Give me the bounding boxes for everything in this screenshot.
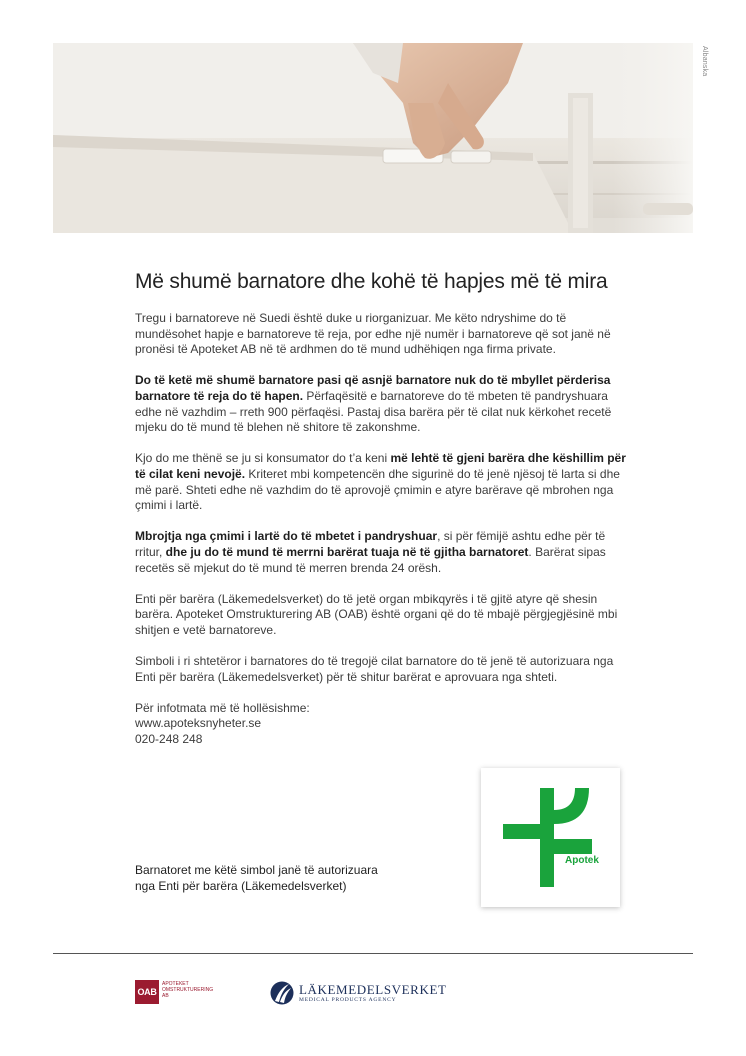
website-link[interactable]: www.apoteksnyheter.se [135, 716, 262, 731]
oab-line: OMSTRUKTURERING [162, 987, 214, 993]
oab-logo [135, 980, 213, 1004]
paragraph [135, 592, 635, 639]
lakemedelsverket-text [299, 983, 447, 1003]
page-title: Më shumë barnatore dhe kohë të hapjes më të mira [135, 270, 608, 293]
text-run: Enti për barëra (Läkemedelsverket) do të jetë organ mbikqyrës i të gjitë atyre që shesin barëra. Apoteket Omstrukturering AB (OAB) është organi që do të mbajë përgjegjësinë mbi shitjen e vetë barnatoreve. [135, 591, 618, 637]
oab-line: AB [162, 993, 169, 999]
text-run-bold: Do të ketë më shumë barnatore pasi që asnjë barnatore nuk do të mbyllet përderisa barnatore të reja do të hapen. [135, 373, 611, 403]
paragraph [135, 529, 635, 576]
hero-photo [53, 43, 693, 233]
oab-logo-text [162, 980, 213, 999]
logo-caption-line: Barnatoret me këtë simbol janë të autorizuara [135, 863, 378, 877]
apotek-cross-icon [481, 768, 620, 907]
contact-info [135, 701, 635, 748]
drawer-hand-illustration [53, 43, 693, 233]
oab-line: APOTEKET [162, 981, 189, 987]
text-run-bold: më lehtë të gjeni barëra dhe këshillim për të cilat keni nevojë. [135, 451, 626, 481]
text-run: Përfaqësitë e barnatoreve do të mbeten të pandryshuara edhe në vazhdim – rreth 900 përfaqësi. Pastaj disa barëra për të cilat nuk kërkohet recetë mjeku do të mund të blehen në shitore të zakonshme. [135, 388, 612, 435]
photo-credit: Albanska [701, 46, 708, 77]
article-body [135, 311, 635, 748]
text-run-bold: dhe ju do të mund të merrni barërat tuaja në të gjitha barnatoret [165, 544, 529, 559]
oab-logo-mark: OAB [135, 980, 159, 1004]
lakemedelsverket-logo [270, 980, 447, 1006]
paragraph [135, 311, 635, 358]
paragraph [135, 654, 635, 685]
footer-divider [53, 953, 693, 954]
lakemedelsverket-emblem-icon [270, 981, 294, 1005]
text-run: . Barërat sipas recetës së mjekut do të mund të merren brenda 24 orësh. [135, 544, 606, 575]
text-run: , si për fëmijë ashtu edhe për të rritur, [135, 529, 606, 559]
text-run-bold: Mbrojtja nga çmimi i lartë do të mbetet i pandryshuar [135, 529, 438, 544]
text-run: Simboli i ri shtetëror i barnatores do të tregojë cilat barnatore do të jenë të autorizuara nga Enti për barëra (Läkemedelsverket) për të shitur barërat e aprovuara nga shteti. [135, 654, 614, 684]
apotek-logo-card [481, 768, 620, 907]
contact-label: Për infotmata më të hollësishme: [135, 700, 310, 715]
logo-caption [135, 862, 435, 894]
paragraph [135, 451, 635, 513]
phone-number: 020-248 248 [135, 732, 203, 747]
apotek-logo-text: Apotek [565, 855, 599, 866]
text-run: Kjo do me thënë se ju si konsumator do t’a keni [135, 451, 391, 466]
lakemedelsverket-subtitle: MEDICAL PRODUCTS AGENCY [299, 997, 397, 1003]
text-run: Tregu i barnatoreve në Suedi është duke u riorganizuar. Me këto ndryshime do të mundësohet hapje e barnatoreve të reja, por edhe një numër i barnatoreve që sot janë në pronësi të Apoteket AB në të ardhmen do të mund udhëhiqen nga firma private. [135, 311, 611, 357]
logo-caption-line: nga Enti për barëra (Läkemedelsverket) [135, 879, 347, 893]
paragraph [135, 373, 635, 435]
lakemedelsverket-name: LÄKEMEDELSVERKET [299, 982, 447, 997]
text-run: Kriteret mbi kompetencën dhe sigurinë do të jenë njësoj të larta si dhe më parë. Shteti edhe në vazhdim do të aprovojë çmimin e atyre barërave që mbrohen nga çmimi i lartë. [135, 466, 620, 513]
